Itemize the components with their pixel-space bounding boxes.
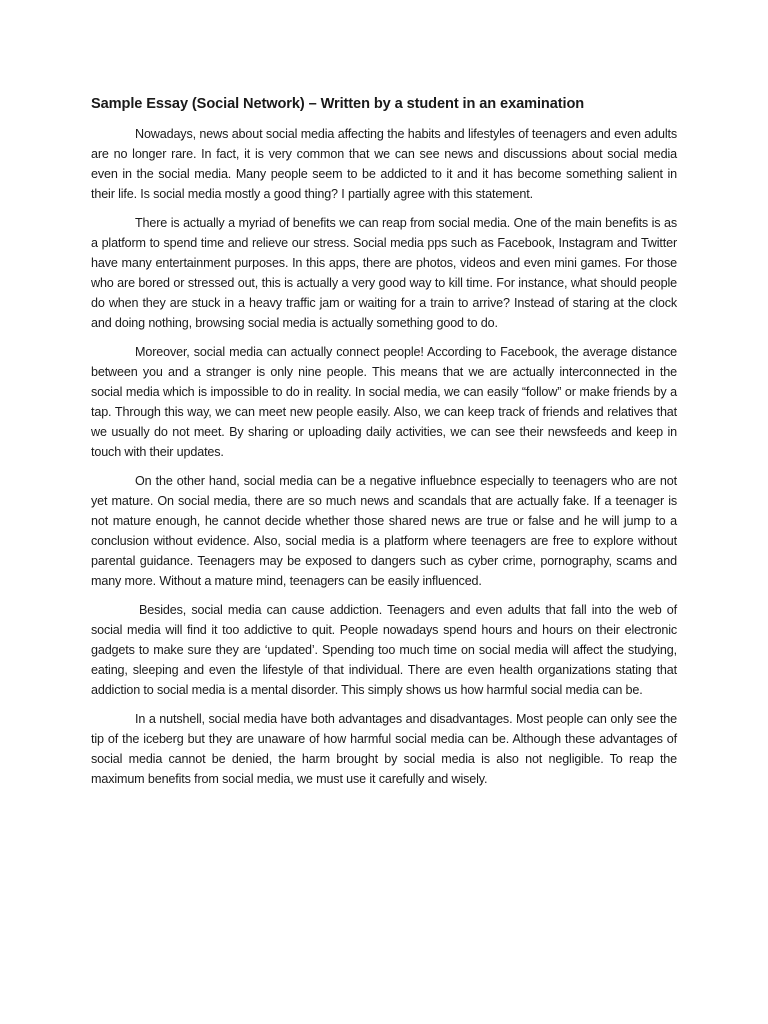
essay-paragraph-conclusion: In a nutshell, social media have both advantages and disadvantages. Most people can only see the tip of the iceberg but they are unaware of how harmful social media can be. Although these advantages of social media cannot be denied, the harm brought by social media is also not negligible. To reap the maximum benefits from social media, we must use it carefully and wisely. [91, 712, 677, 786]
essay-paragraph-benefits: There is actually a myriad of benefits we can reap from social media. One of the main benefits is as a platform to spend time and relieve our stress. Social media pps such as Facebook, Instagram and Twitter have many entertainment purposes. In this apps, there are photos, videos and even mini games. For those who are bored or stressed out, this is actually a very good way to kill time. For instance, what should people do when they are stuck in a heavy traffic jam or waiting for a train to arrive? Instead of staring at the clock and doing nothing, browsing social media is actually something good to do. [91, 216, 677, 330]
essay-paragraph-introduction: Nowadays, news about social media affecting the habits and lifestyles of teenagers and even adults are no longer rare. In fact, it is very common that we can see news and discussions about social media even in the social media. Many people seem to be addicted to it and it has become something salient in their life. Is social media mostly a good thing? I partially agree with this statement. [91, 127, 677, 201]
essay-paragraph-addiction: Besides, social media can cause addiction. Teenagers and even adults that fall into the web of social media will find it too addictive to quit. People nowadays spend hours and hours on their electronic gadgets to make sure they are ‘updated’. Spending too much time on social media will affect the studying, eating, sleeping and even the lifestyle of that individual. There are even health organizations stating that addiction to social media is a mental disorder. This simply shows us how harmful social media can be. [91, 603, 677, 697]
essay-title: Sample Essay (Social Network) – Written by a student in an examination [91, 96, 585, 112]
essay-body [91, 94, 677, 798]
essay-paragraph-connect-people: Moreover, social media can actually connect people! According to Facebook, the average distance between you and a stranger is only nine people. This means that we are actually interconnected in the social media which is impossible to do in reality. In social media, we can easily “follow” or make friends by a tap. Through this way, we can meet new people easily. Also, we can keep track of friends and relatives that we usually do not meet. By sharing or uploading daily activities, we can see their newsfeeds and keep in touch with their updates. [91, 345, 677, 459]
essay-paragraph-negative-influence: On the other hand, social media can be a negative influebnce especially to teenagers who are not yet mature. On social media, there are so much news and scandals that are actually fake. If a teenager is not mature enough, he cannot decide whether those shared news are true or false and he will jump to a conclusion without evidence. Also, social media is a platform where teenagers are free to explore without parental guidance. Teenagers may be exposed to dangers such as cyber crime, pornography, scams and many more. Without a mature mind, teenagers can be easily influenced. [91, 474, 677, 588]
